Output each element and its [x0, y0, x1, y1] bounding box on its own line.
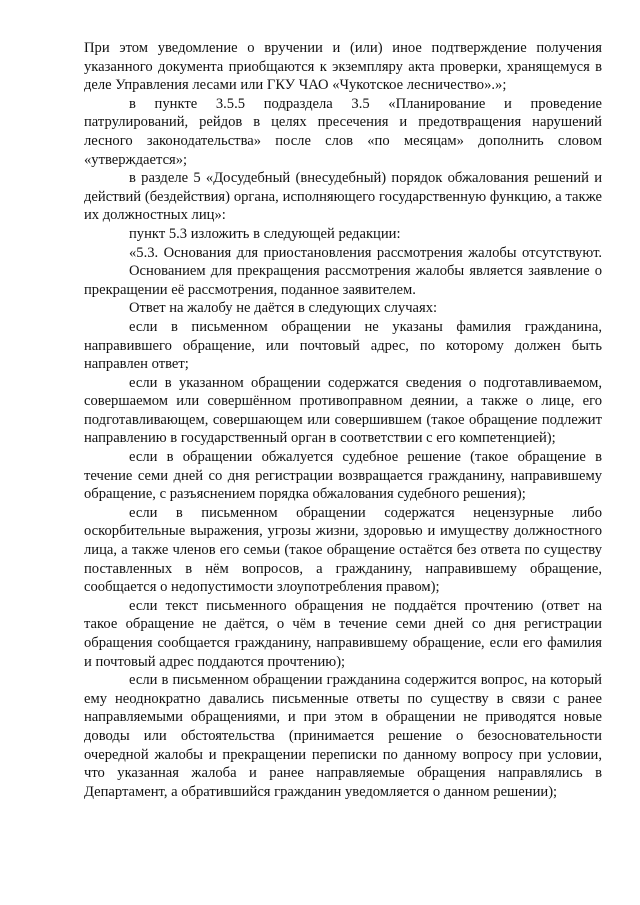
paragraph-no-reply-cases: Ответ на жалобу не даётся в следующих случаях: — [129, 300, 438, 317]
paragraph-notification-note: При этом уведомление о вручении и (или) иное подтверждение получения указанного документа приобщаются к экземпляру акта проверки, хранящемуся в деле Управления лесами или ГКУ ЧАО «Чукотское лесничество».»; — [84, 40, 602, 94]
paragraph-case-no-name: если в письменном обращении не указаны фамилия гражданина, направившего обращение, или почтовый адрес, по которому должен быть направлен ответ; — [84, 318, 602, 373]
paragraph-case-offensive: если в письменном обращении содержатся нецензурные либо оскорбительные выражения, угрозы жизни, здоровью и имуществу должностного лица, а также членов его семьи (такое обращение остаётся без ответа по существу поставленных в нём вопросов, а гражданину, направившему обращение, сообщается о недопустимости злоупотребления правом); — [84, 504, 602, 596]
paragraph-case-unlawful-act: если в указанном обращении содержатся сведения о подготавливаемом, совершаемом или совершённом противоправном деянии, а также о лице, его подготавливающем, совершающем или совершившем (такое обращение подлежит направлению в государственный орган в соответствии с его компетенцией); — [84, 374, 602, 447]
paragraph-5-3-grounds: «5.3. Основания для приостановления рассмотрения жалобы отсутствуют. — [129, 244, 602, 261]
paragraph-case-repeated: если в письменном обращении гражданина содержится вопрос, на который ему неоднократно давались письменные ответы по существу в связи с ранее направляемыми обращениями, и при этом в обращении не приводятся новые доводы или обстоятельства (принимается решение о безосновательности очередной жалобы и прекращении переписки по данному вопросу при условии, что указанная жалоба и ранее направляемые обращения направлялись в Департамент, а обратившийся гражданин уведомляется о данном решении); — [84, 672, 602, 800]
paragraph-item-3-5-5: в пункте 3.5.5 подраздела 3.5 «Планирование и проведение патрулирований, рейдов в целях пресечения и предотвращения нарушений лесного законодательства» после слов «по месяцам» дополнить словом «утверждается»; — [84, 95, 602, 168]
paragraph-case-court-decision: если в обращении обжалуется судебное решение (такое обращение в течение семи дней со дня регистрации возвращается гражданину, направившему обращение, с разъяснением порядка обжалования судебного решения); — [84, 449, 602, 503]
paragraph-section-5: в разделе 5 «Досудебный (внесудебный) порядок обжалования решений и действий (бездействия) органа, исполняющего государственную функцию, а также их должностных лиц»: — [84, 170, 602, 224]
paragraph-item-5-3-intro: пункт 5.3 изложить в следующей редакции: — [129, 225, 401, 242]
paragraph-termination-basis: Основанием для прекращения рассмотрения жалобы является заявление о прекращении её рассмотрения, поданное заявителем. — [84, 263, 602, 298]
document-page — [84, 39, 602, 801]
paragraph-case-unreadable: если текст письменного обращения не поддаётся прочтению (ответ на такое обращение не даётся, о чём в течение семи дней со дня регистрации обращения сообщается гражданину, направившему обращение, если его фамилия и почтовый адрес поддаются прочтению); — [84, 597, 602, 670]
